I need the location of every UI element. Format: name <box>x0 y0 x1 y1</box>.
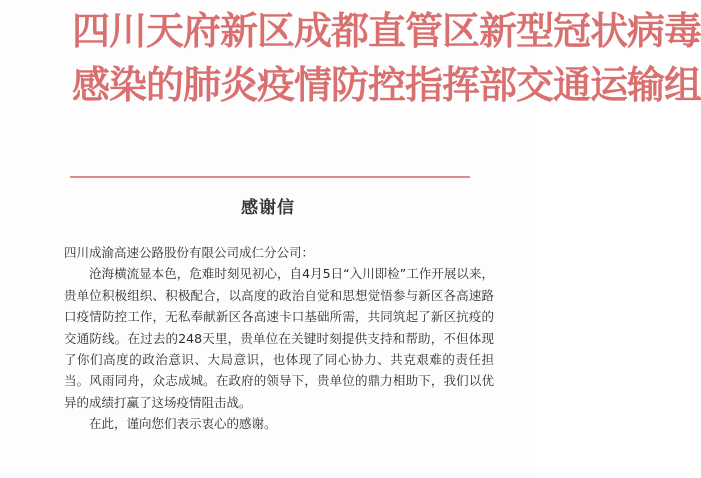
header-divider <box>70 176 470 178</box>
letter-body <box>64 242 494 435</box>
issuer-header-line-1: 四川天府新区成都直管区新型冠状病毒 <box>72 8 701 53</box>
letter-paragraph-1: 沧海横流显本色，危难时刻见初心，自4月5日“入川即检”工作开展以来，贵单位积极组织、积极配合，以高度的政治自觉和思想觉悟参与新区各高速路口疫情防控工作，无私奉献新区各高速卡口基础所需，共同筑起了新区抗疫的交通防线。在过去的248天里，贵单位在关键时刻提供支持和帮助，不但体现了你们高度的政治意识、大局意识，也体现了同心协力、共克艰难的责任担当。风雨同舟，众志成城。在政府的领导下，贵单位的鼎力相助下，我们以优异的成绩打赢了这场疫情阻击战。 <box>64 266 494 410</box>
issuer-header <box>72 4 701 112</box>
letter-salutation: 四川成渝高速公路股份有限公司成仁分公司： <box>64 245 315 260</box>
letter-title: 感谢信 <box>241 198 295 218</box>
letter-paragraph-2: 在此，谨向您们表示衷心的感谢。 <box>89 416 277 432</box>
issuer-header-line-2: 感染的肺炎疫情防控指挥部交通运输组 <box>72 62 701 107</box>
